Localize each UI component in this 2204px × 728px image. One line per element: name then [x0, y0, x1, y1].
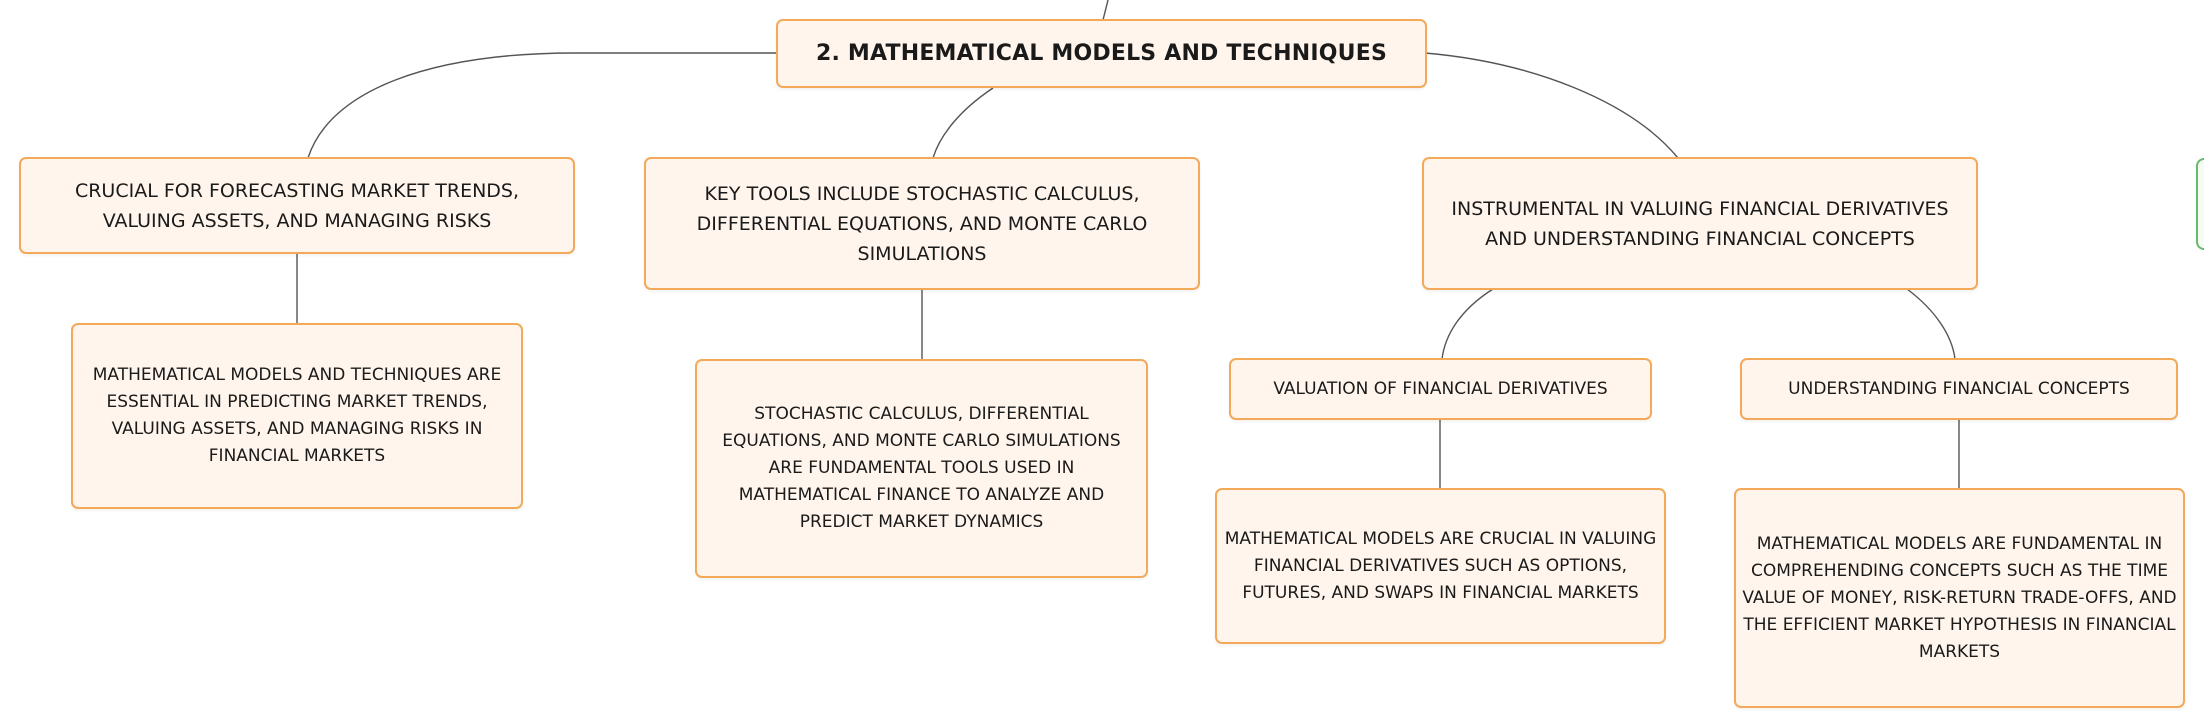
- detail-node-text: MATHEMATICAL MODELS AND TECHNIQUES ARE ESSENTIAL IN PREDICTING MARKET TRENDS, VALUING ASSETS, AND MANAGING RISKS IN FINANCIAL MARKETS: [92, 365, 502, 466]
- connector-to-parent: [1103, 0, 1108, 20]
- connector-root-branch-3: [1425, 53, 1678, 158]
- connector-root-branch-2: [933, 88, 993, 158]
- offscreen-node-edge[interactable]: [2196, 158, 2204, 250]
- branch-node-forecasting[interactable]: [19, 157, 575, 254]
- branch-node-derivatives-concepts[interactable]: [1422, 157, 1978, 290]
- child-node-label: UNDERSTANDING FINANCIAL CONCEPTS: [1788, 378, 2130, 399]
- connector-branch-3-child-1: [1442, 289, 1493, 359]
- branch-node-label: CRUCIAL FOR FORECASTING MARKET TRENDS, VALUING ASSETS, AND MANAGING RISKS: [74, 179, 520, 232]
- detail-node-understanding[interactable]: [1734, 488, 2185, 708]
- child-node-label: VALUATION OF FINANCIAL DERIVATIVES: [1273, 378, 1608, 399]
- detail-node-forecasting[interactable]: [71, 323, 523, 509]
- root-node[interactable]: [776, 19, 1427, 88]
- root-node-label: 2. MATHEMATICAL MODELS AND TECHNIQUES: [815, 41, 1388, 66]
- branch-node-label: INSTRUMENTAL IN VALUING FINANCIAL DERIVATIVES AND UNDERSTANDING FINANCIAL CONCEPTS: [1451, 197, 1949, 250]
- child-node-valuation[interactable]: [1229, 358, 1652, 420]
- detail-node-text: MATHEMATICAL MODELS ARE FUNDAMENTAL IN COMPREHENDING CONCEPTS SUCH AS THE TIME VALUE OF MONEY, RISK-RETURN TRADE-OFFS, AND THE EFFICIENT MARKET HYPOTHESIS IN FINANCIAL MARKETS: [1742, 533, 2177, 662]
- connector-root-branch-1: [308, 53, 778, 158]
- branch-node-key-tools[interactable]: [644, 157, 1200, 290]
- detail-node-text: MATHEMATICAL MODELS ARE CRUCIAL IN VALUING FINANCIAL DERIVATIVES SUCH AS OPTIONS, FUTURES, AND SWAPS IN FINANCIAL MARKETS: [1224, 528, 1657, 603]
- branch-node-label: KEY TOOLS INCLUDE STOCHASTIC CALCULUS, DIFFERENTIAL EQUATIONS, AND MONTE CARLO SIMULATIONS: [696, 182, 1148, 265]
- detail-node-key-tools[interactable]: [695, 359, 1148, 578]
- child-node-understanding[interactable]: [1740, 358, 2178, 420]
- connector-branch-3-child-2: [1907, 289, 1955, 359]
- detail-node-text: STOCHASTIC CALCULUS, DIFFERENTIAL EQUATIONS, AND MONTE CARLO SIMULATIONS ARE FUNDAMENTAL TOOLS USED IN MATHEMATICAL FINANCE TO ANALYZE AND PREDICT MARKET DYNAMICS: [722, 404, 1121, 532]
- detail-node-valuation[interactable]: [1215, 488, 1666, 644]
